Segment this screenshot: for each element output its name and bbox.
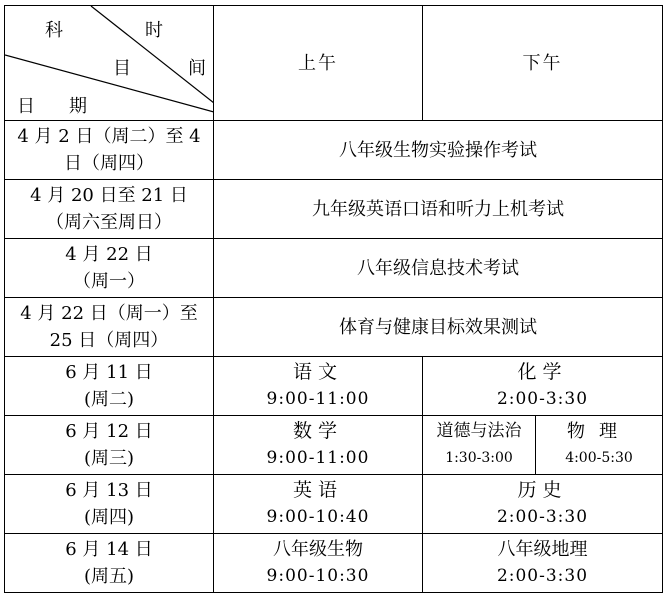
table-row	[5, 239, 663, 298]
date-line: 6 月 13 日	[65, 480, 153, 501]
corner-label-jian: 间	[188, 58, 206, 79]
table-row	[5, 534, 663, 593]
subject-name: 历史	[517, 479, 568, 501]
date-cell	[5, 121, 214, 180]
exam-name: 体育与健康目标效果测试	[214, 298, 663, 357]
exam-name: 八年级生物实验操作考试	[214, 121, 663, 180]
table-row	[5, 416, 663, 475]
exam-time: 2:00-3:30	[496, 389, 589, 409]
date-cell	[5, 416, 214, 475]
weekday-line: (周五)	[83, 566, 135, 587]
weekday-line: (周四)	[83, 507, 135, 528]
date-line: 4 月 22 日	[65, 244, 153, 265]
subject-name: 八年级地理	[497, 539, 588, 560]
subject-name: 道德与法治	[436, 421, 522, 441]
date-line: 6 月 14 日	[65, 539, 153, 560]
morning-exam-cell	[214, 534, 423, 593]
weekday-line: 25 日（周四）	[49, 330, 169, 351]
morning-exam-cell	[214, 357, 423, 416]
weekday-line: (周三)	[83, 448, 135, 469]
morning-exam-cell	[214, 416, 423, 475]
subject-name: 数学	[292, 420, 343, 442]
corner-label-qi: 期	[69, 96, 87, 117]
exam-time: 2:00-3:30	[496, 566, 589, 586]
exam-time: 9:00-10:30	[266, 566, 370, 586]
weekday-line: （周一）	[73, 271, 145, 292]
subject-name: 英语	[292, 479, 343, 501]
date-line: 4 月 20 日至 21 日	[30, 185, 188, 206]
date-cell	[5, 180, 214, 239]
exam-time: 9:00-11:00	[266, 389, 370, 409]
weekday-line: 日（周四）	[64, 153, 154, 174]
afternoon-exam-cell-b	[536, 416, 663, 475]
date-cell	[5, 534, 214, 593]
table-row	[5, 298, 663, 357]
table-row	[5, 121, 663, 180]
weekday-line: （周六至周日）	[46, 212, 172, 233]
exam-time: 9:00-10:40	[266, 507, 370, 527]
corner-label-shi: 时	[145, 20, 163, 41]
morning-exam-cell	[214, 475, 423, 534]
date-line: 6 月 11 日	[65, 362, 153, 383]
header-corner-cell	[5, 6, 214, 121]
date-cell	[5, 298, 214, 357]
exam-schedule-table	[4, 5, 663, 593]
corner-label-ke: 科	[45, 20, 63, 41]
corner-label-ri: 日	[17, 96, 35, 117]
exam-time: 2:00-3:30	[496, 507, 589, 527]
afternoon-exam-cell	[423, 357, 663, 416]
table-row	[5, 357, 663, 416]
subject-name: 化学	[517, 361, 568, 383]
afternoon-exam-cell	[423, 475, 663, 534]
date-line: 4 月 22 日（周一）至	[20, 303, 198, 324]
diagonal-lines	[5, 6, 214, 120]
date-cell	[5, 357, 214, 416]
subject-name: 八年级生物	[273, 539, 363, 560]
subject-name: 物理	[567, 421, 631, 442]
date-cell	[5, 475, 214, 534]
date-cell	[5, 239, 214, 298]
corner-label-mu: 目	[113, 58, 131, 79]
table-row	[5, 180, 663, 239]
header-morning: 上午	[214, 6, 423, 121]
exam-time: 4:00-5:30	[565, 450, 633, 466]
weekday-line: (周二)	[83, 389, 135, 410]
table-row	[5, 475, 663, 534]
afternoon-exam-cell	[423, 534, 663, 593]
subject-name: 语文	[292, 361, 343, 383]
afternoon-exam-cell-a	[423, 416, 536, 475]
date-line: 4 月 2 日（周二）至 4	[17, 126, 201, 147]
exam-time: 9:00-11:00	[266, 448, 370, 468]
date-line: 6 月 12 日	[65, 421, 153, 442]
exam-name: 八年级信息技术考试	[214, 239, 663, 298]
exam-name: 九年级英语口语和听力上机考试	[214, 180, 663, 239]
header-row	[5, 6, 663, 121]
header-afternoon: 下午	[423, 6, 663, 121]
exam-time: 1:30-3:00	[445, 450, 513, 466]
